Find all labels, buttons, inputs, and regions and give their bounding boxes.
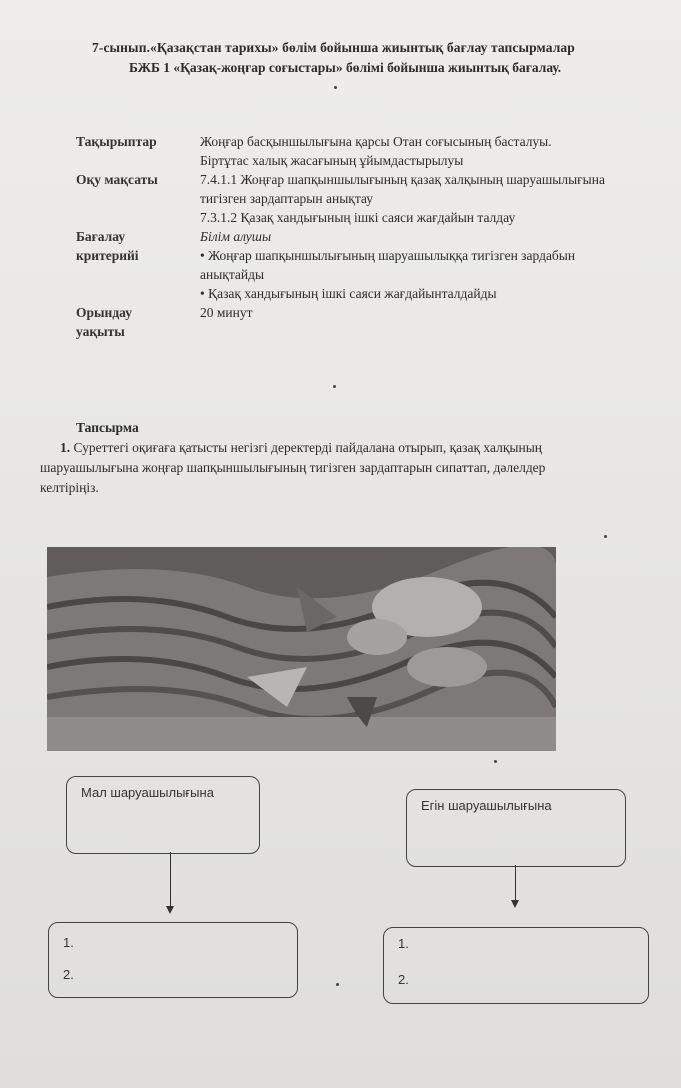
- task-section: [40, 418, 680, 498]
- livestock-box: [66, 776, 260, 854]
- criteria-value: [200, 227, 676, 303]
- criteria-label: [76, 227, 200, 303]
- objectives-line: тигізген зардаптарын анықтау: [200, 191, 373, 206]
- meta-row-objectives: [76, 170, 676, 227]
- livestock-answer-2: 2.: [63, 967, 74, 982]
- speck: [334, 86, 337, 89]
- speck: [333, 385, 336, 388]
- header-line-2: БЖБ 1 «Қазақ-жоңғар соғыстары» бөлімі бойынша жиынтық бағалау.: [129, 60, 562, 75]
- speck: [604, 535, 607, 538]
- historical-photo: [47, 547, 556, 751]
- meta-row-time: [76, 303, 676, 341]
- speck: [494, 760, 497, 763]
- farming-box-title: Егін шаруашылығына: [421, 798, 552, 813]
- task-title: Тапсырма: [76, 420, 139, 435]
- objectives-line: 7.4.1.1 Жоңғар шапқыншылығының қазақ халқының шаруашылығына: [200, 172, 605, 187]
- livestock-arrow-head: [166, 906, 174, 914]
- farming-arrow-line: [515, 865, 516, 901]
- topics-line: Жоңғар басқыншылығына қарсы Отан соғысының басталуы.: [200, 134, 552, 149]
- topics-label: Тақырыптар: [76, 134, 157, 149]
- farming-answer-box[interactable]: [383, 927, 649, 1004]
- criteria-line: • Жоңғар шапқыншылығының шаруашылыққа тигізген зардабын: [200, 248, 576, 263]
- criteria-line: анықтайды: [200, 267, 265, 282]
- meta-row-topics: [76, 132, 676, 170]
- time-label-line: уақыты: [76, 324, 125, 339]
- livestock-box-title: Мал шаруашылығына: [81, 785, 214, 800]
- task-question-line: [60, 438, 680, 458]
- criteria-line: • Қазақ хандығының ішкі саяси жағдайынталдайды: [200, 286, 497, 301]
- time-value: 20 минут: [200, 305, 253, 320]
- criteria-line: Білім алушы: [200, 229, 272, 244]
- meta-table: [76, 132, 676, 341]
- speck: [336, 983, 339, 986]
- objectives-line: 7.3.1.2 Қазақ хандығының ішкі саяси жағдайын талдау: [200, 210, 516, 225]
- farming-arrow-head: [511, 900, 519, 908]
- farming-answer-2: 2.: [398, 972, 409, 987]
- task-question-text: Суреттегі оқиғаға қатысты негізгі деректерді пайдалана отырып, қазақ халқының: [73, 440, 542, 455]
- objectives-value: [200, 170, 676, 227]
- photo-illustration: [47, 547, 556, 751]
- time-label: [76, 303, 200, 341]
- livestock-arrow-line: [170, 852, 171, 907]
- meta-row-criteria: [76, 227, 676, 303]
- livestock-answer-1: 1.: [63, 935, 74, 950]
- task-question-line: шаруашылығына жоңғар шапқыншылығының тигізген зардаптарын сипаттап, дәлелдер: [40, 460, 546, 475]
- objectives-label: Оқу мақсаты: [76, 172, 158, 187]
- topics-line: Біртұтас халық жасағының ұйымдастырылуы: [200, 153, 464, 168]
- topics-value: [200, 132, 676, 170]
- criteria-label-line: Бағалау: [76, 229, 126, 244]
- task-number: 1.: [60, 440, 71, 455]
- task-question-line: келтіріңіз.: [40, 480, 99, 495]
- livestock-answer-box[interactable]: [48, 922, 298, 998]
- farming-answer-1: 1.: [398, 936, 409, 951]
- time-label-line: Орындау: [76, 305, 132, 320]
- farming-box: [406, 789, 626, 867]
- header-line-1: 7-сынып.«Қазақстан тарихы» бөлім бойынша жиынтық бағлау тапсырмалар: [92, 40, 575, 55]
- criteria-label-line: критерийі: [76, 248, 139, 263]
